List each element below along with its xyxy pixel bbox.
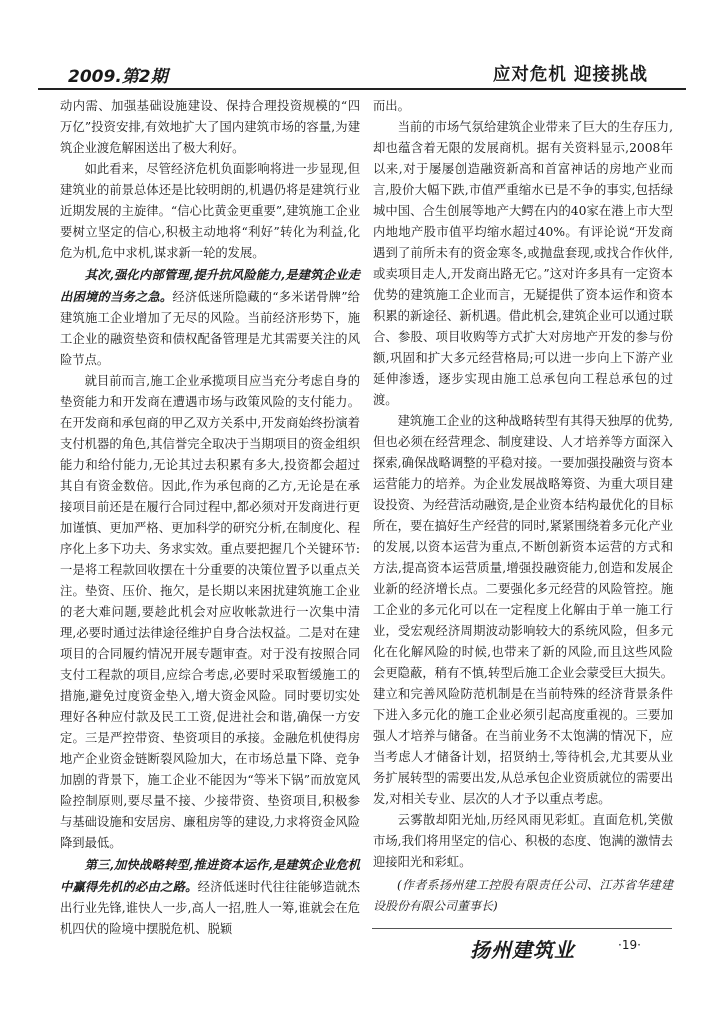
paragraph [60,264,360,371]
footer-rule [372,928,672,929]
right-column [373,96,673,917]
author-note: (作者系扬州建工控股有限责任公司、江苏省华建建设股份有限公司董事长) [373,878,673,913]
paragraph: 建筑施工企业的这种战略转型有其得天独厚的优势,但也必须在经营理念、制度建设、人才培养等方面深入探索,确保战略调整的平稳对接。一要加强投融资与资本运营能力的培养。为企业发展战略筹资、为重大项目建设投资、为经营活动融资,是企业资本结构最优化的目标所在，要在搞好生产经营的同时,紧紧围绕着多元化产业的发展,以资本运营为重点,不断创新资本运营的方式和方法,提高资本运营质量,增强投融资能力,创造和发展企业新的经济增长点。二要强化多元经营的风险管控。施工企业的多元化可以在一定程度上化解由于单一施工行业，受宏观经济周期波动影响较大的系统风险，但多元化在化解风险的时候,也带来了新的风险,而且这些风险会更隐蔽，稍有不慎,转型后施工企业会蒙受巨大损失。建立和完善风险防范机制是在当前特殊的经济背景条件下进入多元化的施工企业必须引起高度重视的。三要加强人才培养与储备。在当前业务不太饱满的情况下，应当考虑人才储备计划，招贤纳士,等待机会,尤其要从业务扩展转型的需要出发,从总承包企业资质就位的需要出发,对相关专业、层次的人才予以重点考虑。 [373,414,673,806]
section-title: 应对危机 迎接挑战 [492,65,648,85]
issue-label: 2009.第2期 [68,67,168,87]
left-column [60,96,360,940]
page-header [38,58,686,88]
paragraph-body: 经济低迷所隐藏的“多米诺骨牌”给建筑施工企业增加了无尽的风险。当前经济形势下，施工企业的融资垫资和债权配备管理是尤其需要关注的风险节点。 [60,290,360,367]
paragraph: 云雾散却阳光灿,历经风雨见彩虹。直面危机,笑傲市场,我们将用坚定的信心、积极的态度、饱满的激情去迎接阳光和彩虹。 [373,813,673,869]
paragraph-lead: 第三,加快战略转型,推进资本运作,是建筑企业危机中赢得先机的必由之路。 [60,857,360,894]
paragraph-body: 经济低迷时代往往能够造就杰出行业先锋,谁快人一步,高人一招,胜人一筹,谁就会在危机四伏的险境中摆脱危机、脱颖 [60,880,360,936]
paragraph: 当前的市场气氛给建筑企业带来了巨大的生存压力,却也蕴含着无限的发展商机。据有关资料显示,2008年以来,对于屡屡创造融资新高和首富神话的房地产业而言,股价大幅下跌,市值严重缩水已是不争的事实,包括绿城中国、合生创展等地产大鳄在内的40家在港上市大型内地地产股市值平均缩水超过40%。有评论说“开发商遇到了前所未有的资金寒冬,或抛盘套现,或找合作伙伴,或卖项目走人,开发商出路无它。”这对许多具有一定资本优势的建筑施工企业而言，无疑提供了资本运作和资本积累的新途径、新机遇。借此机会,建筑企业可以通过联合、参股、项目收购等方式扩大对房地产开发的参与份额,巩固和扩大多元经营格局;可以进一步向上下游产业延伸渗透，逐步实现由施工总承包向工程总承包的过渡。 [373,120,673,407]
page-footer [0,926,720,962]
paragraph-lead: 其次,强化内部管理,提升抗风险能力,是建筑企业走出困境的当务之急。 [60,267,360,304]
paragraph: 而出。 [373,99,410,113]
magazine-logo: 扬州建筑业 [470,938,575,962]
paragraph: 就目前而言,施工企业承揽项目应当充分考虑自身的垫资能力和开发商在遭遇市场与政策风险的支付能力。在开发商和承包商的甲乙双方关系中,开发商始终扮演着支付机器的角色,其信誉完全取决于当期项目的资金组织能力和给付能力,无论其过去积累有多大,投资都会超过其自有资金数倍。因此,作为承包商的乙方,无论是在承接项目前还是在履行合同过程中,都必须对开发商进行更加谨慎、更加严格、更加科学的研究分析,在制度化、程序化上多下功夫、务求实效。重点要把握几个关键环节:一是将工程款回收摆在十分重要的决策位置予以重点关注。垫资、压价、拖欠，是长期以来困扰建筑施工企业的老大难问题,要趁此机会对应收帐款进行一次集中清理,必要时通过法律途径维护自身合法权益。二是对在建项目的合同履约情况开展专题审查。对于没有按照合同支付工程款的项目,应综合考虑,必要时采取暂缓施工的措施,避免过度资金垫入,增大资金风险。同时要切实处理好各种应付款及民工工资,促进社会和谐,确保一方安定。三是严控带资、垫资项目的承接。金融危机使得房地产企业资金链断裂风险加大，在市场总量下降、竞争加剧的背景下，施工企业不能因为“等米下锅”而放宽风险控制原则,要尽量不接、少接带资、垫资项目,积极参与基础设施和安居房、廉租房等的建设,力求将资金风险降到最低。 [60,374,360,850]
page-number: ·19· [618,938,641,952]
paragraph: 如此看来，尽管经济危机负面影响将进一步显现,但建筑业的前景总体还是比较明朗的,机遇仍将是建筑行业近期发展的主旋律。“信心比黄金更重要”,建筑施工企业要树立坚定的信心,积极主动地将“利好”转化为利益,化危为机,危中求机,谋求新一轮的发展。 [60,162,360,260]
paragraph: 动内需、加强基础设施建设、保持合理投资规模的“四万亿”投资安排,有效地扩大了国内建筑市场的容量,为建筑企业渡危解困送出了极大利好。 [60,99,360,155]
header-rule [38,88,686,90]
